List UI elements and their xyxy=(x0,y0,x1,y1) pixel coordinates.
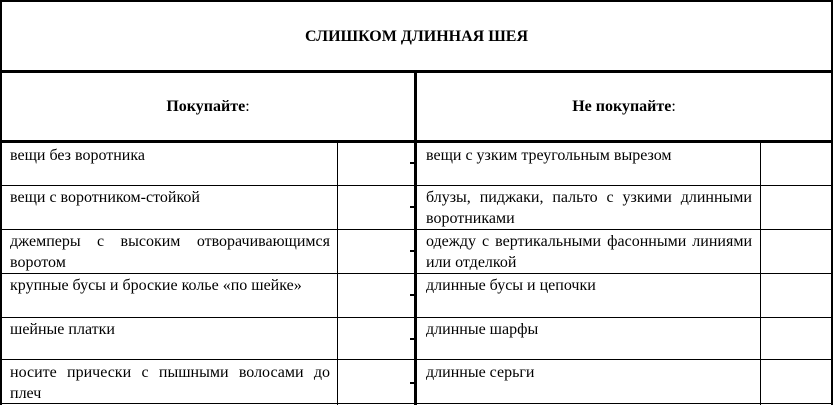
header-buy-label: Покупайте xyxy=(166,98,246,115)
dont-buy-item: блузы, пиджаки, пальто с узкими длинными воротниками xyxy=(426,189,752,227)
dont-buy-item: длинные бусы и цепочки xyxy=(426,277,596,294)
dont-buy-item: длинные серьги xyxy=(426,364,535,381)
tick-mark xyxy=(410,382,414,384)
tick-mark xyxy=(410,250,414,252)
right-inner-divider xyxy=(760,143,761,405)
header-dont-buy-colon: : xyxy=(671,98,676,115)
header-dont-buy-label: Не покупайте xyxy=(572,98,672,115)
border-left xyxy=(0,0,2,405)
tick-mark xyxy=(410,294,414,296)
buy-item: шейные платки xyxy=(10,321,115,338)
tick-mark xyxy=(410,338,414,340)
row-divider-2 xyxy=(0,229,833,230)
buy-item: носите прически с пышными волосами до плеч xyxy=(10,364,330,402)
buy-item: вещи без воротника xyxy=(10,147,145,164)
tick-mark xyxy=(410,206,414,208)
left-inner-divider xyxy=(337,143,338,405)
header-buy xyxy=(2,92,414,122)
table-title: СЛИШКОМ ДЛИННАЯ ШЕЯ xyxy=(304,28,528,45)
header-dont-buy xyxy=(417,92,831,122)
dont-buy-item: вещи с узким треугольным вырезом xyxy=(426,147,672,164)
row-divider-3 xyxy=(0,273,833,274)
border-top xyxy=(0,0,833,2)
header-buy-colon: : xyxy=(245,98,250,115)
buy-item: вещи с воротником-стойкой xyxy=(10,189,200,206)
buy-item: крупные бусы и броские колье «по шейке» xyxy=(10,277,302,294)
buy-item: джемперы с высоким отворачивающимся воротом xyxy=(10,233,330,271)
dont-buy-item: длинные шарфы xyxy=(426,321,539,338)
tick-mark xyxy=(410,162,414,164)
dont-buy-item: одежду с вертикальными фасонными линиями или отделкой xyxy=(426,233,752,271)
row-divider-5 xyxy=(0,359,833,360)
row-divider-1 xyxy=(0,185,833,186)
row-divider-4 xyxy=(0,317,833,318)
